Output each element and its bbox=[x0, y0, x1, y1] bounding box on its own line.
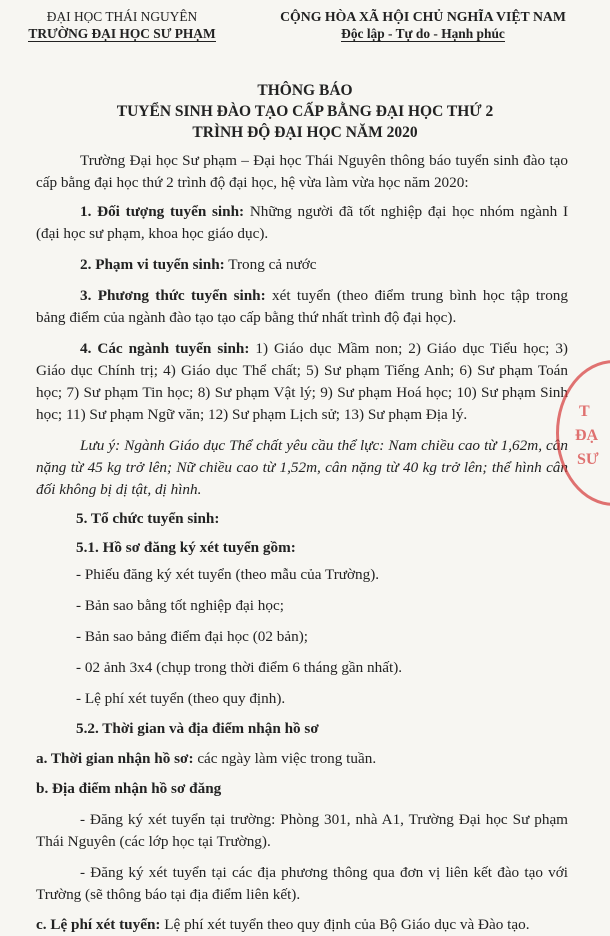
section-3 bbox=[36, 285, 568, 329]
section-3-text: xét tuyển (theo điểm trung bình học tập trong bảng điểm của ngành đào tạo tạo cấp bằng thứ nhất trình độ đại học). bbox=[36, 287, 568, 326]
section-2-label: 2. Phạm vi tuyển sinh: bbox=[80, 256, 225, 273]
motto: Độc lập - Tự do - Hạnh phúc bbox=[341, 26, 505, 41]
seal-letter: T bbox=[579, 403, 590, 420]
list-item: - Phiếu đăng ký xét tuyển (theo mẫu của Trường). bbox=[76, 566, 380, 583]
section-1 bbox=[36, 201, 568, 245]
section-1-label: 1. Đối tượng tuyển sinh: bbox=[80, 203, 245, 220]
section-a-text: các ngày làm việc trong tuần. bbox=[193, 750, 377, 767]
section-b-paragraph-1: - Đăng ký xét tuyển tại trường: Phòng 301, nhà A1, Trường Đại học Sư phạm Thái Nguyên (các lớp học tại Trường). bbox=[36, 811, 568, 850]
list-item: - Bản sao bảng điểm đại học (02 bản); bbox=[76, 628, 308, 645]
section-5-label: 5. Tổ chức tuyển sinh: bbox=[76, 510, 220, 527]
section-2-text: Trong cả nước bbox=[224, 256, 317, 273]
section-c bbox=[36, 914, 568, 936]
section-b-label: b. Địa điểm nhận hồ sơ đăng bbox=[36, 780, 222, 797]
section-c-text: Lệ phí xét tuyển theo quy định của Bộ Giáo dục và Đào tạo. bbox=[160, 916, 530, 933]
national-header bbox=[258, 8, 588, 42]
seal-letter: ĐẠ bbox=[575, 427, 599, 444]
section-1-text: Những người đã tốt nghiệp đại học nhóm ngành I (đại học sư phạm, khoa học giáo dục). bbox=[36, 203, 568, 242]
country-name: CỘNG HÒA XÃ HỘI CHỦ NGHĨA VIỆT NAM bbox=[280, 9, 566, 24]
section-a-label: a. Thời gian nhận hồ sơ: bbox=[36, 750, 194, 767]
school-name: TRƯỜNG ĐẠI HỌC SƯ PHẠM bbox=[28, 26, 216, 41]
section-3-label: 3. Phương thức tuyển sinh: bbox=[80, 287, 266, 304]
title-line-2: TUYỂN SINH ĐÀO TẠO CẤP BẰNG ĐẠI HỌC THỨ 2 bbox=[116, 103, 494, 120]
list-item: - 02 ảnh 3x4 (chụp trong thời điểm 6 tháng gần nhất). bbox=[76, 659, 403, 676]
section-5-2-label: 5.2. Thời gian và địa điểm nhận hồ sơ bbox=[76, 720, 319, 737]
list-item: - Bản sao bằng tốt nghiệp đại học; bbox=[76, 597, 284, 614]
section-4-label: 4. Các ngành tuyển sinh: bbox=[80, 340, 250, 357]
section-c-label: c. Lệ phí xét tuyển: bbox=[36, 916, 161, 933]
title-line-1: THÔNG BÁO bbox=[257, 82, 353, 99]
section-5-1-label: 5.1. Hồ sơ đăng ký xét tuyển gồm: bbox=[76, 539, 296, 556]
document-title bbox=[20, 80, 590, 143]
list-item: - Lệ phí xét tuyển (theo quy định). bbox=[76, 690, 286, 707]
section-b bbox=[36, 778, 568, 800]
section-a bbox=[36, 748, 568, 770]
university-name: ĐẠI HỌC THÁI NGUYÊN bbox=[46, 9, 198, 24]
document-body bbox=[36, 150, 568, 936]
section-4-text: 1) Giáo dục Mầm non; 2) Giáo dục Tiểu học; 3) Giáo dục Chính trị; 4) Giáo dục Thể chất; 5) Sư phạm Tiếng Anh; 6) Sư phạm Toán học; 7) Sư phạm Tin học; 8) Sư phạm Vật lý; 9) Sư phạm Hoá học; 10) Sư phạm Sinh học; 11) Sư phạm Ngữ văn; 12) Sư phạm Lịch sử; 13) Sư phạm Địa lý. bbox=[36, 340, 568, 423]
title-line-3: TRÌNH ĐỘ ĐẠI HỌC NĂM 2020 bbox=[192, 124, 418, 141]
issuer-header bbox=[22, 8, 222, 42]
section-b-paragraph-2: - Đăng ký xét tuyển tại các địa phương thông qua đơn vị liên kết đào tạo với Trường (sẽ thông báo tại địa điểm liên kết). bbox=[36, 864, 568, 903]
section-5-2 bbox=[36, 718, 568, 740]
section-5 bbox=[36, 508, 568, 530]
note-paragraph: Lưu ý: Ngành Giáo dục Thể chất yêu cầu thể lực: Nam chiều cao từ 1,62m, cân nặng từ 45 kg trở lên; Nữ chiều cao từ 1,52m, cân nặng từ 40 kg trở lên; thể hình cân đối không bị dị tật, dị hình. bbox=[36, 437, 568, 498]
section-2 bbox=[36, 254, 568, 276]
seal-letter: SƯ bbox=[577, 451, 599, 468]
intro-paragraph: Trường Đại học Sư phạm – Đại học Thái Nguyên thông báo tuyển sinh đào tạo cấp bằng đại học thứ 2 trình độ đại học, hệ vừa làm vừa học năm 2020: bbox=[36, 152, 568, 191]
section-5-1 bbox=[36, 537, 568, 559]
section-4 bbox=[36, 338, 568, 426]
